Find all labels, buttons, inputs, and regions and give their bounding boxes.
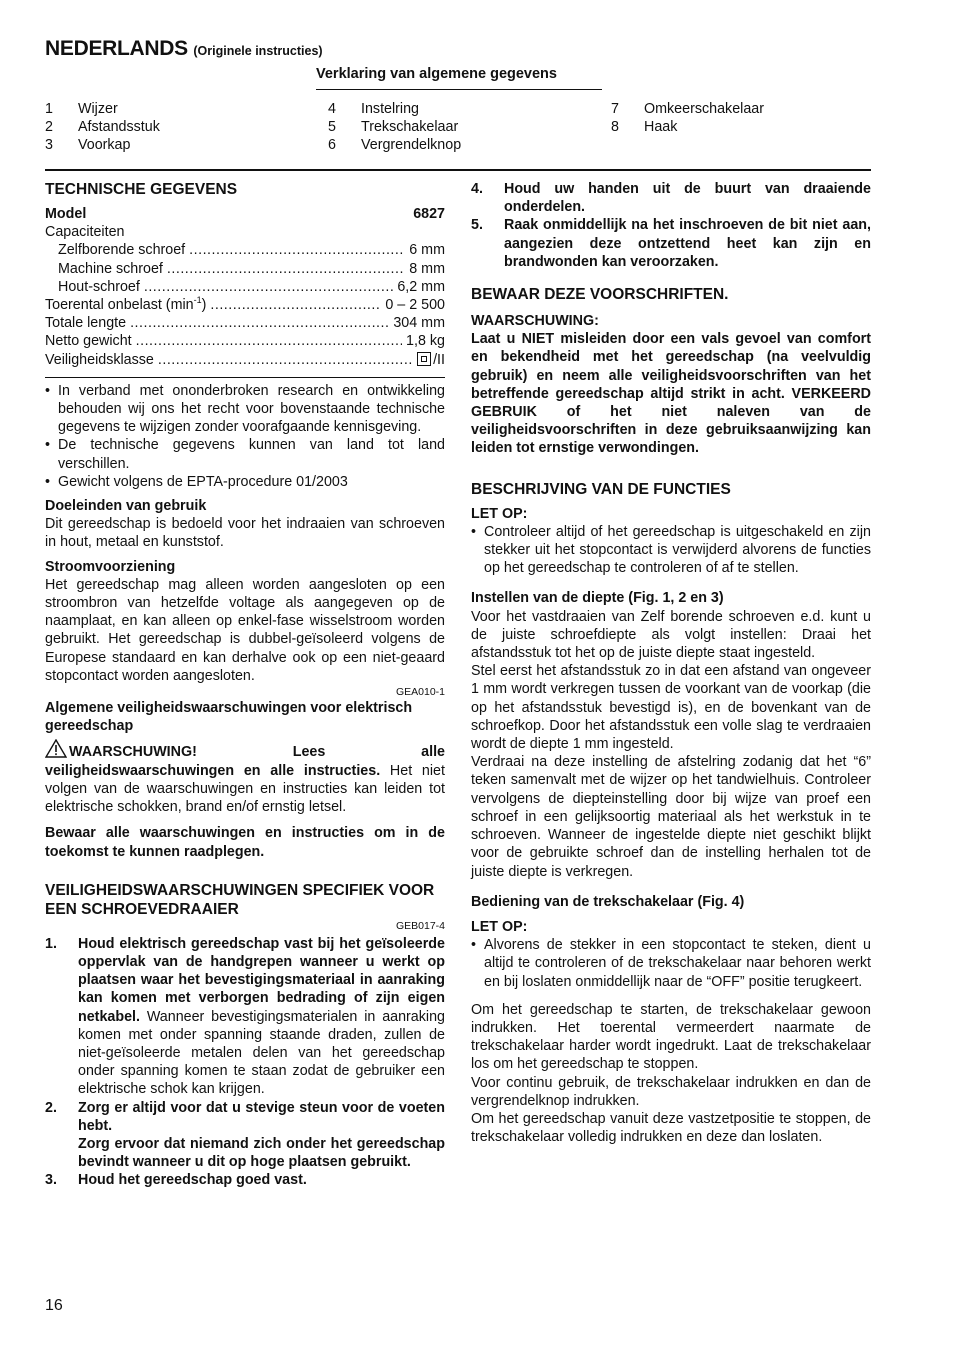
- safety-item-text: Wanneer bevestigingsmaterialen in aanraking komen met onder spanning staande draden, zullen de niet-geïsoleerde metalen delen van het gereedschap onder spanning komen te staan zodat de gebruiker een elektrische schok kan krijgen.: [78, 1008, 445, 1098]
- safety-item-number: 4.: [471, 181, 483, 197]
- screwdriver-safety-title: VEILIGHEIDSWAARSCHUWINGEN SPECIFIEK VOOR EEN SCHROEVEDRAAIER: [45, 881, 435, 918]
- safety-item-body: [504, 216, 871, 271]
- spec-label: Totale lengte: [45, 315, 127, 332]
- spec-machine-screw: [45, 260, 445, 278]
- safety-item-body: [78, 1171, 445, 1189]
- legend-item: [45, 118, 160, 136]
- double-insulation-icon: [417, 352, 431, 366]
- legend-label: Vergrendelknop: [361, 137, 462, 153]
- safety-item-body: [78, 1099, 445, 1172]
- general-safety-title: Algemene veiligheidswaarschuwingen voor elektrisch gereedschap: [45, 700, 413, 735]
- legend-title-rule: [316, 89, 602, 90]
- save-instructions-title: BEWAAR DEZE VOORSCHRIFTEN.: [471, 286, 729, 304]
- spec-note: • De technische gegevens kunnen van land tot land verschillen.: [45, 437, 445, 472]
- safety-item-bold: Zorg er altijd voor dat u stevige steun voor de voeten hebt.: [78, 1099, 445, 1134]
- spec-speed: [45, 296, 445, 314]
- general-safety-warning-text: Het niet volgen van de waarschuwingen en instructies kan leiden tot elektrische schokken, brand en/of ernstig letsel.: [45, 762, 445, 816]
- screwdriver-safety-code: GEB017-4: [395, 919, 445, 932]
- spec-safety-class: [45, 351, 445, 369]
- legend-column-1: [45, 100, 160, 154]
- spec-note-text: In verband met ononderbroken research en ontwikkeling behouden wij ons het recht voor bovenstaande technische gegevens te wijzigen zonder voorafgaande kennisgeving.: [58, 382, 445, 436]
- switch-let-op: LET OP:: [471, 918, 528, 935]
- spec-label: [45, 296, 206, 314]
- switch-paragraph: Voor continu gebruik, de trekschakelaar indrukken en dan de vergrendelknop indrukken.: [471, 1074, 871, 1109]
- spec-value: 6827: [413, 206, 445, 222]
- spec-label: Veiligheidsklasse: [45, 351, 154, 368]
- spec-value: 6 mm: [409, 242, 445, 259]
- spec-label: Netto gewicht: [45, 333, 132, 350]
- spec-label: Hout-schroef: [58, 278, 140, 295]
- spec-self-drilling: [45, 241, 445, 259]
- depth-title: Instellen van de diepte (Fig. 1, 2 en 3): [471, 590, 724, 607]
- save-warning-label: WAARSCHUWING:: [471, 313, 599, 330]
- legend-item: [45, 100, 160, 118]
- legend-item: [328, 136, 461, 154]
- specs-divider: [45, 377, 445, 378]
- safety-item-number: 1.: [45, 935, 57, 952]
- spec-value: 6,2 mm: [397, 278, 445, 295]
- legend-number: 3: [45, 137, 53, 153]
- legend-label: Trekschakelaar: [361, 119, 459, 135]
- safety-item: [45, 1171, 445, 1189]
- language-heading: [45, 37, 323, 63]
- legend-label: Instelring: [361, 101, 420, 117]
- functions-note: • Controleer altijd of het gereedschap is uitgeschakeld en zijn stekker uit het stopcontact is verwijderd alvorens de functies op het gereedschap te controleren of af te stellen.: [471, 523, 871, 577]
- legend-item: [611, 118, 764, 136]
- legend-item: [328, 118, 461, 136]
- power-supply-code: GEA010-1: [395, 686, 445, 699]
- legend-label: Wijzer: [78, 101, 118, 117]
- safety-item-number: 5.: [471, 217, 483, 234]
- safety-item-body: [78, 935, 445, 1099]
- legend-number: 2: [45, 119, 53, 135]
- page-number: 16: [45, 1297, 63, 1314]
- legend-number: 5: [328, 119, 336, 135]
- section-divider: [45, 169, 871, 171]
- spec-label-superscript: -1: [193, 295, 202, 306]
- legend-label: Omkeerschakelaar: [644, 101, 764, 117]
- legend-number: 6: [328, 137, 336, 153]
- save-warning-text: Laat u NIET misleiden door een vals gevoel van comfort en bekendheid met het gereedschap (na veelvuldig gebruik) en neem alle veiligheidsvoorschriften van het betreffende gereedschap altijd strikt in acht. VERKEERD GEBRUIK of het niet naleven van de veiligheidsvoorschriften in deze gebruiksaanwijzing kan leiden tot ernstige verwondingen.: [471, 331, 871, 457]
- spec-value: 1,8 kg: [406, 333, 445, 350]
- spec-length: [45, 314, 445, 332]
- safety-item-number: 3.: [45, 1172, 57, 1189]
- spec-value: 8 mm: [409, 260, 445, 277]
- spec-label: Zelfborende schroef: [58, 242, 186, 259]
- language-note: (Originele instructies): [193, 44, 323, 58]
- legend-label: Haak: [644, 119, 678, 135]
- depth-paragraph: Voor het vastdraaien van Zelf borende schroeven e.d. kunt u de juiste schroefdiepte als volgt instellen: Draai het afstandsstuk tot het op de juiste diepte staat ingesteld.: [471, 608, 871, 662]
- spec-label: Model: [45, 206, 87, 222]
- legend-number: 7: [611, 101, 619, 117]
- switch-title: Bediening van de trekschakelaar (Fig. 4): [471, 893, 745, 910]
- legend-column-2: [328, 100, 461, 154]
- intended-use-title: Doeleinden van gebruik: [45, 498, 207, 515]
- legend-item: [611, 100, 764, 118]
- functions-note-text: Controleer altijd of het gereedschap is uitgeschakeld en zijn stekker uit het stopcontact is verwijderd alvorens de functies op het gereedschap te controleren of af te stellen.: [484, 523, 871, 577]
- spec-capacities: Capaciteiten: [45, 224, 125, 241]
- safety-item: [45, 935, 445, 1099]
- legend-label: Afstandsstuk: [78, 119, 160, 135]
- right-column: [471, 180, 871, 1146]
- safety-item-bold: Houd het gereedschap goed vast.: [78, 1172, 307, 1189]
- intended-use-text: Dit gereedschap is bedoeld voor het indraaien van schroeven in hout, metaal en kunststof.: [45, 516, 445, 551]
- safety-item: [471, 216, 871, 271]
- switch-paragraph: Om het gereedschap vanuit deze vastzetpositie te stoppen, de trekschakelaar volledig indrukken en deze dan loslaten.: [471, 1110, 871, 1146]
- legend-item: [328, 100, 461, 118]
- spec-value-text: /II: [433, 351, 445, 368]
- switch-note: • Alvorens de stekker in een stopcontact te steken, dient u altijd te controleren of de trekschakelaar naar behoren werkt en bij loslaten onmiddellijk naar de “OFF” positie terugkeert.: [471, 937, 871, 990]
- power-supply-text: Het gereedschap mag alleen worden aangesloten op een stroombron van hetzelfde voltage als aangegeven op de naamplaat, en kan alleen op enkel-fase wisselstroom worden gebruikt. Het gereedschap is dubbel-geïsoleerd volgens de Europese standaard en kan derhalve ook op een niet-geaard stopcontact worden aangesloten.: [45, 576, 445, 684]
- safety-item-bold: Houd elektrisch gereedschap vast bij het geïsoleerde oppervlak van de handgrepen wanneer u werkt op plaatsen waar het bevestigingsmateriaal in aanraking kan komen met verborgen bedrading of zijn eigen netkabel.: [78, 935, 445, 1025]
- safety-item-bold: Raak onmiddellijk na het inschroeven de bit niet aan, aangezien deze ontzettend heet kan zijn en brandwonden kan veroorzaken.: [504, 217, 871, 270]
- switch-paragraph: Om het gereedschap te starten, de trekschakelaar gewoon indrukken. Het toerental vermeerdert naarmate de trekschakelaar harder wordt ingedrukt. Laat de trekschakelaar los om het gereedschap te stoppen.: [471, 1001, 871, 1073]
- spec-note: • In verband met ononderbroken research en ontwikkeling behouden wij ons het recht voor bovenstaande technische gegevens te wijzigen zonder voorafgaande kennisgeving.: [45, 382, 445, 436]
- legend-column-3: [611, 100, 764, 136]
- legend-number: 4: [328, 101, 336, 117]
- spec-weight: [45, 332, 445, 350]
- specs-title: TECHNISCHE GEGEVENS: [45, 181, 238, 198]
- safety-item: [45, 1099, 445, 1172]
- safety-item-bold: Houd uw handen uit de buurt van draaiende onderdelen.: [504, 181, 871, 216]
- spec-note-text: De technische gegevens kunnen van land tot land verschillen.: [58, 437, 445, 472]
- legend-title: Verklaring van algemene gegevens: [316, 66, 557, 82]
- depth-paragraph: Stel eerst het afstandsstuk zo in dat een afstand van ongeveer 1 mm wordt verkregen tussen de voorkant van de voorkap (die op het afstandsstuk bevestigd is), en de bovenkant van de schroefkop. Door het afstandsstuk een volle slag te verdraaien wordt de diepte 1 mm ingesteld.: [471, 663, 871, 753]
- spec-label: Machine schroef: [58, 260, 163, 277]
- legend-item: [45, 136, 160, 154]
- spec-label-text: Toerental onbelast (min: [45, 297, 194, 314]
- spec-wood-screw: [45, 278, 445, 296]
- functions-title: BESCHRIJVING VAN DE FUNCTIES: [471, 480, 731, 498]
- safety-item: [471, 180, 871, 216]
- spec-note: • Gewicht volgens de EPTA-procedure 01/2003: [45, 473, 445, 491]
- safety-item-bold: Zorg ervoor dat niemand zich onder het gereedschap bevindt wanneer u dit op hoge plaatsen gebruikt.: [78, 1135, 445, 1171]
- general-safety-warning-bold: WAARSCHUWING! Lees alle veiligheidswaarschuwingen en alle instructies.: [45, 744, 445, 779]
- spec-label-text: ): [201, 297, 207, 314]
- legend-number: 8: [611, 119, 619, 135]
- safety-item-body: [504, 180, 871, 216]
- safety-item-number: 2.: [45, 1099, 57, 1116]
- functions-let-op: LET OP:: [471, 505, 528, 522]
- spec-value: [417, 351, 445, 369]
- language-title: NEDERLANDS: [45, 37, 188, 60]
- spec-note-text: Gewicht volgens de EPTA-procedure 01/2003: [58, 473, 348, 490]
- general-safety-warning: [45, 739, 445, 816]
- spec-value: 0 – 2 500: [385, 297, 445, 314]
- power-supply-title: Stroomvoorziening: [45, 558, 176, 575]
- spec-model: [45, 205, 445, 223]
- legend-number: 1: [45, 101, 53, 117]
- depth-paragraph: Verdraai na deze instelling de afstelring zodanig dat het “6” teken samenvalt met de wijzer op het tandwielhuis. Controleer vervolgens de diepteinstelling door bij wijze van proef een schroef in een gelijksoortig materiaal als het werkstuk in te schroeven. Wanneer de ingestelde diepte niet geschikt blijkt voor de gebruikte schroef dan de instelling herhalen tot de juiste diepte is verkregen.: [471, 754, 871, 880]
- spec-value: 304 mm: [393, 315, 445, 332]
- general-safety-keep: Bewaar alle waarschuwingen en instructies om in de toekomst te kunnen raadplegen.: [45, 825, 445, 860]
- left-column: [45, 180, 445, 1190]
- warning-triangle-icon: [45, 739, 67, 758]
- switch-note-text: Alvorens de stekker in een stopcontact te steken, dient u altijd te controleren of de trekschakelaar naar behoren werkt en bij loslaten onmiddellijk naar de “OFF” positie terugkeert.: [484, 937, 871, 990]
- legend-label: Voorkap: [78, 137, 131, 153]
